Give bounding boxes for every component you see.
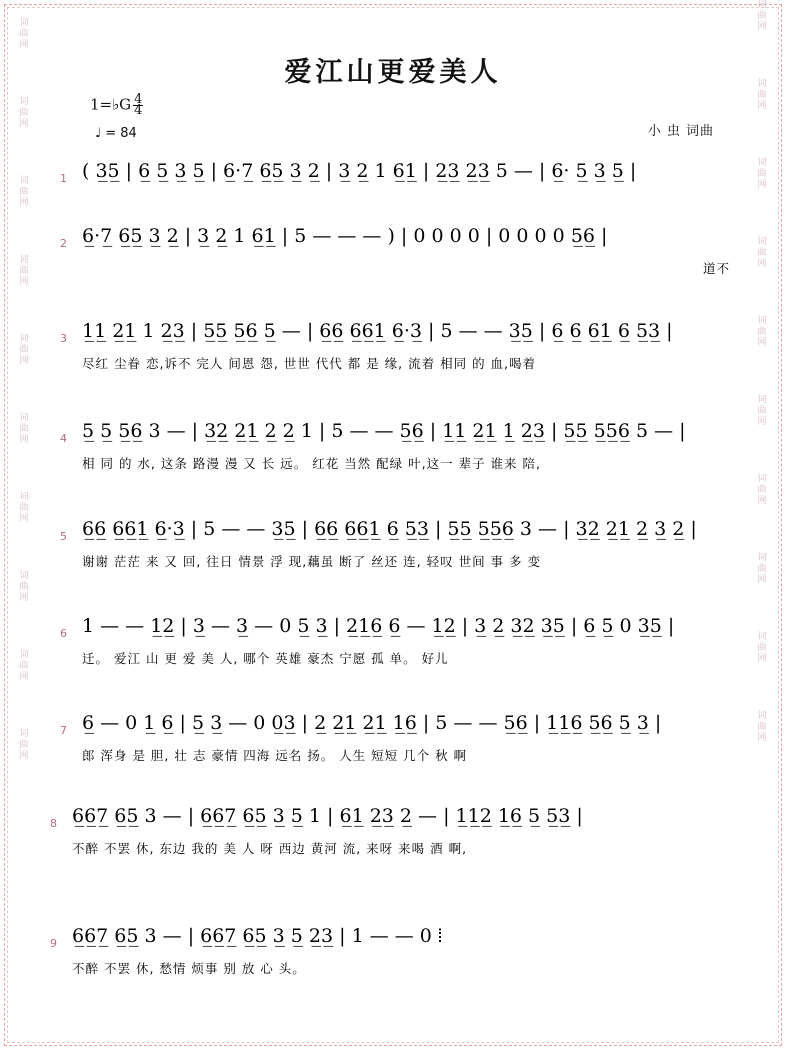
watermark-text: 词 曲 网 bbox=[19, 413, 29, 445]
watermark-text: 词 曲 网 bbox=[757, 553, 767, 585]
time-signature-numerator: 4 bbox=[134, 92, 143, 107]
watermark-text: 词 曲 网 bbox=[757, 237, 767, 269]
system-number: 4 bbox=[60, 432, 67, 445]
watermark-text: 词 曲 网 bbox=[19, 571, 29, 603]
notation-line: ( 3̲5̲ | 6̲ 5̲ 3̲ 5̲ | 6̲·7̲ 6̲5̲ 3̲ 2̲ | 3̲ 2̲ 1 6̲1̲ | 2̲3̲ 2̲3̲ 5 — | 6̲· 5̲ 3̲ 5̲ | bbox=[82, 160, 637, 182]
system-number: 9 bbox=[50, 937, 57, 950]
watermark-text: 词 曲 网 bbox=[19, 650, 29, 682]
system-number: 2 bbox=[60, 237, 67, 250]
watermark-text: 词 曲 网 bbox=[757, 474, 767, 506]
notation-line: 6̲6̲ 6̲6̲1̲ 6̲·3̲ | 5 — — 3̲5̲ | 6̲6̲ 6̲6̲1̲ 6̲ 5̲3̲ | 5̲5̲ 5̲5̲6̲ 3 — | 3̲2̲ 2̲1̲ 2̲ 3̲ 2̲ | bbox=[82, 518, 697, 540]
time-signature bbox=[133, 92, 143, 118]
lyrics-line: 相 同 的 水, 这条 路漫 漫 又 长 远。 红花 当然 配绿 叶,这一 辈子 谁来 陪, bbox=[82, 456, 541, 471]
watermark-text: 词 曲 网 bbox=[19, 492, 29, 524]
watermark-column-left bbox=[10, 0, 38, 1050]
lyrics-line: 道不 bbox=[702, 261, 730, 276]
notation-line: 6̲·7̲ 6̲5̲ 3̲ 2̲ | 3̲ 2̲ 1 6̲1̲ | 5 — — — ) | 0 0 0 0 | 0 0 0 0 5̲6̲ | bbox=[82, 225, 608, 247]
watermark-text: 词 曲 网 bbox=[757, 79, 767, 111]
lyrics-line: 不醉 不罢 休, 愁情 烦事 别 放 心 头。 bbox=[72, 961, 306, 976]
watermark-text: 词 曲 网 bbox=[19, 729, 29, 761]
notation-line: 6̲6̲7̲ 6̲5̲ 3 — | 6̲6̲7̲ 6̲5̲ 3̲ 5̲ 2̲3̲ | 1 — — 0 ⦙ bbox=[72, 925, 443, 947]
system-number: 5 bbox=[60, 530, 67, 543]
lyrics-line: 尽红 尘眷 恋,诉不 完人 间恩 怨, 世世 代代 都 是 缘, 流着 相同 的 血,喝着 bbox=[82, 356, 537, 371]
system-number: 8 bbox=[50, 817, 57, 830]
watermark-text: 词 曲 网 bbox=[19, 18, 29, 50]
watermark-text: 词 曲 网 bbox=[757, 0, 767, 32]
notation-line: 1 — — 1̲2̲ | 3̲ — 3̲ — 0 5̲ 3̲ | 2̲1̲6̲ 6̲ — 1̲2̲ | 3̲ 2̲ 3̲2̲ 3̲5̲ | 6̲ 5̲ 0 3̲5̲ | bbox=[82, 615, 675, 637]
page-title: 爱江山更爱美人 bbox=[284, 57, 502, 88]
credits: 小 虫 词曲 bbox=[647, 124, 714, 139]
lyrics-line: 迁。 爱江 山 更 爱 美 人, 哪个 英雄 豪杰 宁愿 孤 单。 好儿 bbox=[82, 651, 449, 666]
lyrics-line: 谢谢 茫茫 来 又 回, 往日 情景 浮 现,藕虽 断了 丝还 连, 轻叹 世间 事 多 变 bbox=[82, 554, 541, 569]
watermark-text: 词 曲 网 bbox=[19, 334, 29, 366]
key-signature-text: 1=♭G bbox=[90, 95, 132, 114]
watermark-text: 词 曲 网 bbox=[757, 316, 767, 348]
watermark-text: 词 曲 网 bbox=[757, 395, 767, 427]
tempo-marking: ♩ = 84 bbox=[95, 126, 137, 141]
system-number: 7 bbox=[60, 724, 67, 737]
lyrics-line: 郎 浑身 是 胆, 壮 志 豪情 四海 远名 扬。 人生 短短 几个 秋 啊 bbox=[82, 748, 468, 763]
notation-line: 6̲6̲7̲ 6̲5̲ 3 — | 6̲6̲7̲ 6̲5̲ 3̲ 5̲ 1 | 6̲1̲ 2̲3̲ 2̲ — | 1̲1̲2̲ 1̲6̲ 5̲ 5̲3̲ | bbox=[72, 805, 583, 827]
watermark-text: 词 曲 网 bbox=[19, 97, 29, 129]
watermark-text: 词 曲 网 bbox=[757, 711, 767, 743]
lyrics-line: 不醉 不罢 休, 东边 我的 美 人 呀 西边 黄河 流, 来呀 来喝 酒 啊, bbox=[72, 841, 468, 856]
time-signature-denominator: 4 bbox=[134, 103, 143, 118]
system-number: 3 bbox=[60, 332, 67, 345]
notation-line: 6̲ — 0 1̲ 6̲ | 5̲ 3̲ — 0 0̲3̲ | 2̲ 2̲1̲ 2̲1̲ 1̲6̲ | 5 — — 5̲6̲ | 1̲1̲6̲ 5̲6̲ 5̲ 3̲ | bbox=[82, 712, 662, 734]
watermark-text: 词 曲 网 bbox=[757, 632, 767, 664]
system-number: 1 bbox=[60, 172, 67, 185]
notation-line: 5̲ 5̲ 5̲6̲ 3 — | 3̲2̲ 2̲1̲ 2̲ 2̲ 1 | 5 — — 5̲6̲ | 1̲1̲ 2̲1̲ 1̲ 2̲3̲ | 5̲5̲ 5̲5̲6̲ 5 — | bbox=[82, 420, 686, 442]
watermark-text: 词 曲 网 bbox=[19, 176, 29, 208]
key-signature bbox=[90, 92, 143, 118]
watermark-text: 词 曲 网 bbox=[19, 255, 29, 287]
system-number: 6 bbox=[60, 627, 67, 640]
watermark-text: 词 曲 网 bbox=[757, 158, 767, 190]
notation-line: 1̲1̲ 2̲1̲ 1 2̲3̲ | 5̲5̲ 5̲6̲ 5̲ — | 6̲6̲ 6̲6̲1̲ 6̲·3̲ | 5 — — 3̲5̲ | 6̲ 6̲ 6̲1̲ 6̲ 5̲3̲ | bbox=[82, 320, 673, 342]
watermark-column-right bbox=[748, 0, 776, 1050]
